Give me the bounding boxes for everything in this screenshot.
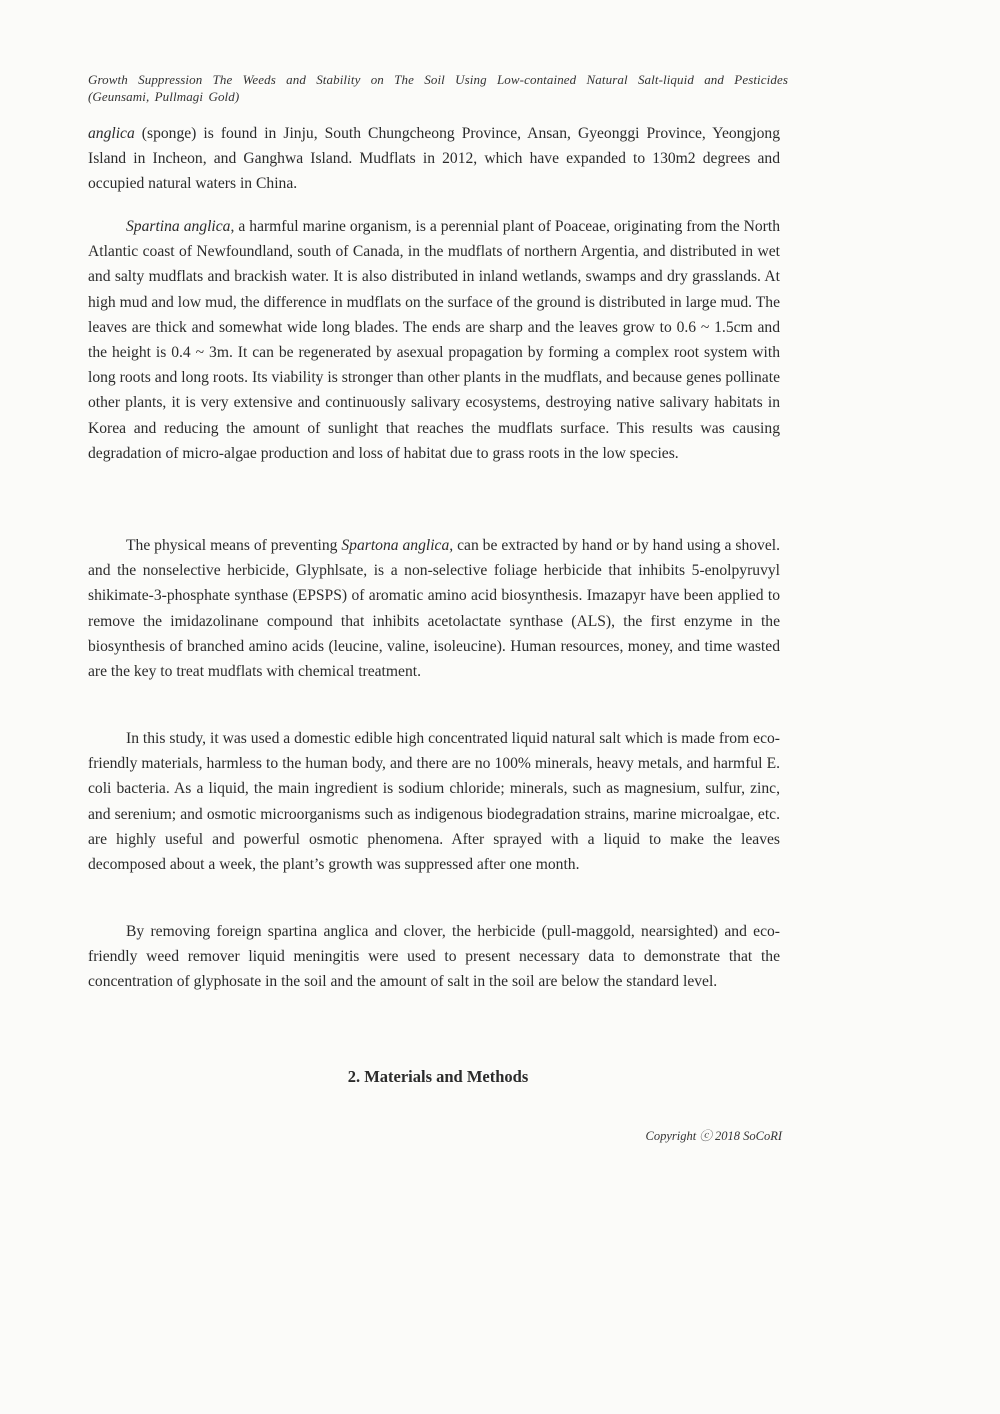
section-heading: 2. Materials and Methods xyxy=(347,1067,529,1086)
paragraph-1 xyxy=(88,121,780,197)
paragraph-4-text: In this study, it was used a domestic edible high concentrated liquid natural salt which is made from eco-friendly materials, harmless to the human body, and there are no 100% minerals, heavy metals, and harmful E. coli bacteria. As a liquid, the main ingredient is sodium chloride; minerals, such as magnesium, sulfur, zinc, and serenium; and osmotic microorganisms such as indigenous biodegradation strains, marine microalgae, etc. are highly useful and powerful osmotic phenomena. After sprayed with a liquid to make the leaves decomposed about a week, the plant’s growth was suppressed after one month. xyxy=(88,730,780,874)
paragraph-5 xyxy=(88,919,780,995)
paragraph-1-italic-term: anglica xyxy=(88,125,135,142)
copyright-notice: Copyright ⓒ 2018 SoCoRI xyxy=(645,1129,782,1143)
paragraph-3-text-before: The physical means of preventing xyxy=(126,537,342,554)
paragraph-3-text: can be extracted by hand or by hand using a shovel. and the nonselective herbicide, Glyphlsate, is a non-selective foliage herbicide that inhibits 5-enolpyruvyl shikimate-3-phosphate synthase (EPSPS) of aromatic amino acid biosynthesis. Imazapyr have been applied to remove the imidazolinane compound that inhibits acetolactate synthase (ALS), the first enzyme in the biosynthesis of branched amino acids (leucine, valine, isoleucine). Human resources, money, and time wasted are the key to treat mudflats with chemical treatment. xyxy=(88,537,780,681)
paragraph-3-italic-term: Spartona anglica, xyxy=(341,537,454,554)
paragraph-2-text: , a harmful marine organism, is a perennial plant of Poaceae, originating from the North Atlantic coast of Newfoundland, south of Canada, in the mudflats of northern Argentia, and distributed in wet and salty mudflats and brackish water. It is also distributed in inland wetlands, swamps and dry grasslands. At high mud and low mud, the difference in mudflats on the surface of the ground is distributed in large mud. The leaves are thick and somewhat wide long blades. The ends are sharp and the leaves grow to 0.6 ~ 1.5cm and the height is 0.4 ~ 3m. It can be regenerated by asexual propagation by forming a complex root system with long roots and long roots. Its viability is stronger than other plants in the mudflats, and because genes pollinate other plants, it is very extensive and continuously salivary ecosystems, destroying native salivary habitats in Korea and reducing the amount of sunlight that reaches the mudflats surface. This results was causing degradation of micro-algae production and loss of habitat due to grass roots in the low species. xyxy=(88,218,781,462)
paragraph-2-italic-term: Spartina anglica xyxy=(126,218,231,235)
running-header-line-1: Growth Suppression The Weeds and Stability on The Soil Using Low-contained Natural Salt-liquid and Pesticides xyxy=(88,72,788,87)
paragraph-5-text: By removing foreign spartina anglica and clover, the herbicide (pull-maggold, nearsighted) and eco-friendly weed remover liquid meningitis were used to present necessary data to demonstrate that the concentration of glyphosate in the soil and the amount of salt in the soil are below the standard level. xyxy=(88,923,780,991)
running-header-line-2: (Geunsami, Pullmagi Gold) xyxy=(88,89,240,104)
paragraph-2 xyxy=(88,214,780,466)
paragraph-4 xyxy=(88,726,780,877)
paragraph-1-text: (sponge) is found in Jinju, South Chungcheong Province, Ansan, Gyeonggi Province, Yeongjong Island in Incheon, and Ganghwa Island. Mudflats in 2012, which have expanded to 130m2 degrees and occupied natural waters in China. xyxy=(88,125,780,193)
running-header xyxy=(88,71,788,105)
paragraph-3 xyxy=(88,533,780,684)
